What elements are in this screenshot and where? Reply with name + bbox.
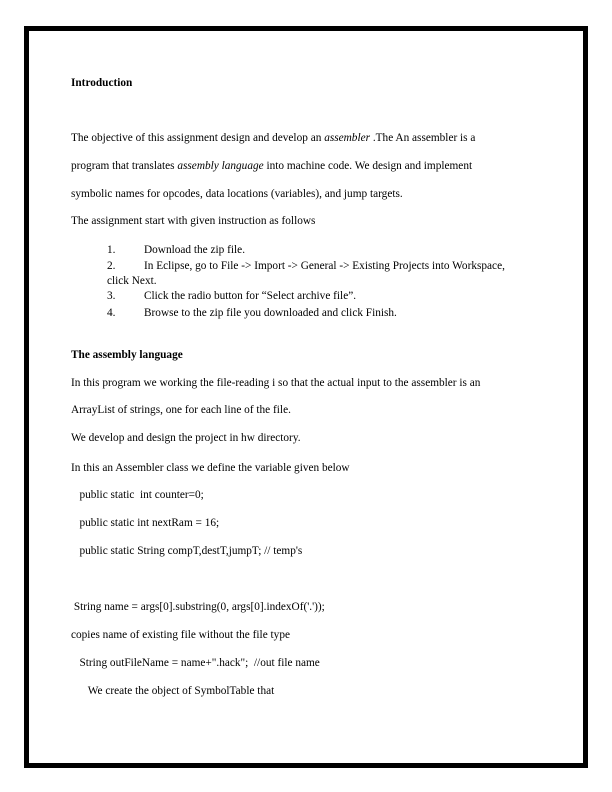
heading-assembly-language: The assembly language [71,349,183,361]
assembly-line-2: ArrayList of strings, one for each line of the file. [71,404,291,416]
code-nextram: public static int nextRam = 16; [71,517,220,529]
intro-line-2-b: into machine code. We design and implement [263,160,473,172]
code-counter: public static int counter=0; [71,489,204,501]
step-3 [107,290,567,303]
assembly-line-5: copies name of existing file without the file type [71,629,290,641]
document-page [24,26,588,768]
step-2-text: In Eclipse, go to File -> Import -> General -> Existing Projects into Workspace, [144,260,505,272]
code-name: String name = args[0].substring(0, args[0].indexOf('.')); [71,601,325,613]
assembly-line-1: In this program we working the file-reading i so that the actual input to the assembler is an [71,377,481,389]
intro-line-2-a: program that translates [71,160,178,172]
assembly-line-3: We develop and design the project in hw directory. [71,432,301,444]
step-4-number: 4. [107,307,116,319]
intro-line-3: symbolic names for opcodes, data locations (variables), and jump targets. [71,188,403,200]
step-1-text: Download the zip file. [144,244,246,256]
intro-line-1 [71,132,475,145]
step-1-number: 1. [107,244,116,256]
intro-line-2 [71,160,472,173]
assembly-line-6: We create the object of SymbolTable that [71,685,275,697]
code-temp-vars: public static String compT,destT,jumpT; // temp's [71,545,303,557]
intro-line-1-b: .The An assembler is a [370,132,476,144]
code-outfilename: String outFileName = name+".hack"; //out file name [71,657,320,669]
step-2 [107,260,567,273]
step-2-continuation: click Next. [107,275,157,287]
intro-line-1-em: assembler [324,132,370,144]
step-3-text: Click the radio button for “Select archive file”. [144,290,357,302]
step-4 [107,307,567,320]
assembly-line-4: In this an Assembler class we define the variable given below [71,462,350,474]
intro-line-4: The assignment start with given instruction as follows [71,215,316,227]
step-3-number: 3. [107,290,116,302]
step-2-number: 2. [107,260,116,272]
heading-introduction: Introduction [71,77,133,89]
step-4-text: Browse to the zip file you downloaded and click Finish. [144,307,397,319]
step-1 [107,244,567,257]
intro-line-1-a: The objective of this assignment design and develop an [71,132,325,144]
intro-line-2-em: assembly language [177,160,264,172]
